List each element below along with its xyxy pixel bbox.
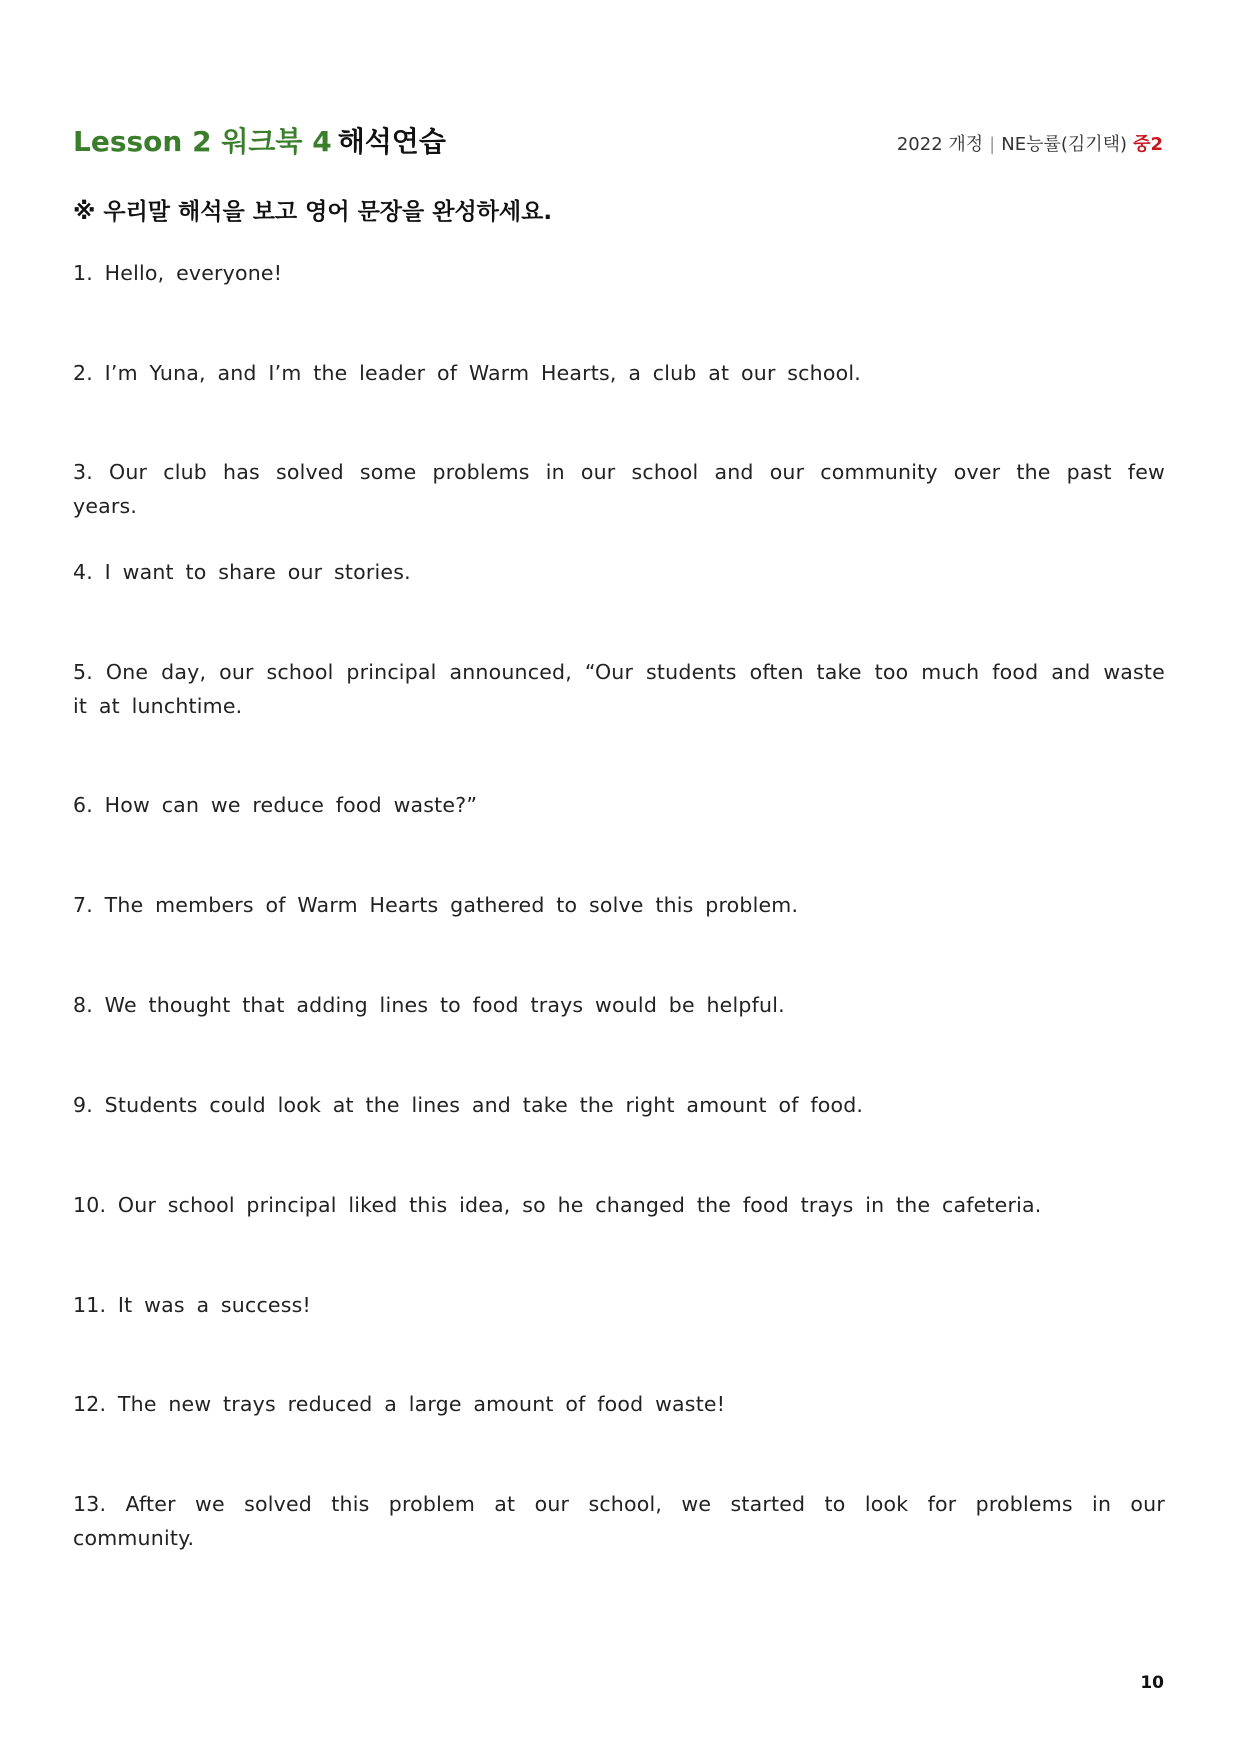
page-number: 10 [1140, 1673, 1164, 1693]
edition-label: 2022 개정 [896, 134, 984, 155]
sentence-item: 9. Students could look at the lines and take the right amount of food. [73, 1093, 864, 1117]
sentence-item: 3. Our club has solved some problems in our school and our community over the past few years. [73, 460, 1165, 518]
sentence-item: 12. The new trays reduced a large amount of food waste! [73, 1392, 726, 1416]
instruction-text: ※ 우리말 해석을 보고 영어 문장을 완성하세요. [73, 199, 553, 225]
sentence-item: 13. After we solved this problem at our school, we started to look for problems in our community. [73, 1492, 1165, 1550]
lesson-label: Lesson 2 워크북 4 [73, 125, 332, 158]
section-title: 해석연습 [337, 125, 446, 158]
sentence-item: 7. The members of Warm Hearts gathered to solve this problem. [73, 893, 799, 917]
sentence-item: 10. Our school principal liked this idea, so he changed the food trays in the cafeteria. [73, 1193, 1042, 1217]
page-title [73, 120, 446, 160]
sentence-item: 4. I want to share our stories. [73, 560, 411, 584]
sentence-item: 2. I’m Yuna, and I’m the leader of Warm Hearts, a club at our school. [73, 361, 861, 385]
publisher-label: NE능률(김기택) [1001, 134, 1128, 155]
textbook-info [897, 130, 1163, 156]
sentence-item: 11. It was a success! [73, 1293, 311, 1317]
separator: | [989, 134, 996, 155]
sentence-item: 6. How can we reduce food waste?” [73, 793, 478, 817]
page-header [73, 120, 1163, 160]
sentence-item: 5. One day, our school principal announced, “Our students often take too much food and waste it at lunchtime. [73, 660, 1165, 718]
sentence-item: 8. We thought that adding lines to food trays would be helpful. [73, 993, 785, 1017]
grade-label: 중2 [1133, 134, 1163, 155]
sentence-item: 1. Hello, everyone! [73, 261, 283, 285]
